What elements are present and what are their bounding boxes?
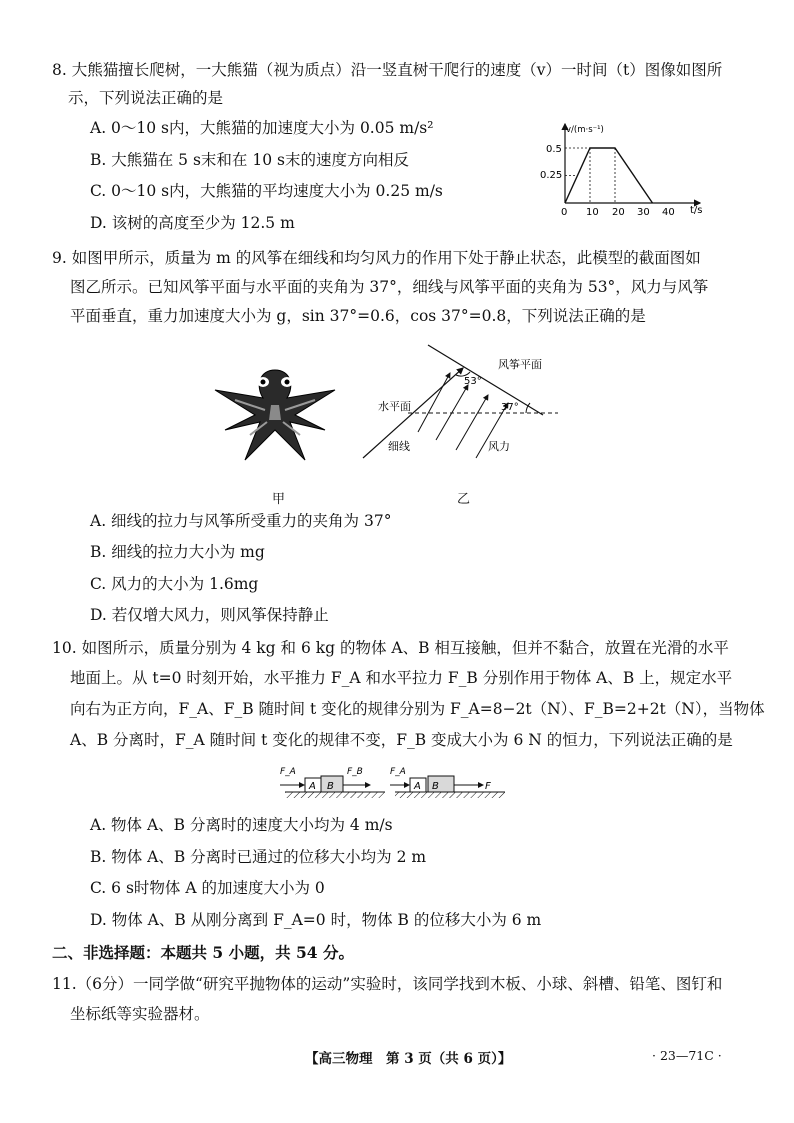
graph-ylabel: v/(m·s⁻¹) (566, 125, 604, 135)
string-line (363, 368, 463, 458)
q11-stem-line2: 坐标纸等实验器材。 (70, 1005, 210, 1023)
graph-xtick-10: 10 (586, 207, 599, 218)
graph-ytick-025: 0.25 (540, 170, 563, 181)
q9-option-d: D. 若仅增大风力，则风筝保持静止 (90, 606, 329, 624)
q8-option-a: A. 0～10 s内，大熊猫的加速度大小为 0.05 m/s² (90, 119, 434, 137)
q10-stem-line1: 10. 如图所示，质量分别为 4 kg 和 6 kg 的物体 A、B 相互接触，但并不黏合，放置在光滑的水平 (52, 639, 729, 657)
kite-plane-line (428, 345, 543, 415)
q10-option-d: D. 物体 A、B 从刚分离到 F_A=0 时，物体 B 的位移大小为 6 m (90, 911, 542, 929)
q9-option-c: C. 风力的大小为 1.6mg (90, 575, 259, 593)
label-angle-37: 37° (501, 402, 519, 413)
q8-vt-graph (530, 118, 710, 218)
fig-label-jia: 甲 (272, 492, 286, 507)
q9-option-a: A. 细线的拉力与风筝所受重力的夹角为 37° (90, 512, 392, 530)
label-kite-plane: 风筝平面 (498, 358, 542, 371)
graph-xtick-20: 20 (612, 207, 625, 218)
q11-stem-line1: 11.（6分）一同学做“研究平抛物体的运动”实验时，该同学找到木板、小球、斜槽、铅笔、图钉和 (52, 975, 723, 993)
vt-line (565, 148, 653, 203)
q9-stem-line2: 图乙所示。已知风筝平面与水平面的夹角为 37°，细线与风筝平面的夹角为 53°，风力与风筝 (70, 278, 709, 296)
label-wind: 风力 (488, 440, 510, 453)
kite-illustration (205, 360, 345, 470)
graph-xtick-40: 40 (662, 207, 675, 218)
q9-stem-line3: 平面垂直，重力加速度大小为 g，sin 37°=0.6，cos 37°=0.8，下列说法正确的是 (70, 307, 646, 325)
graph-ytick-05: 0.5 (546, 144, 562, 155)
label-string: 细线 (388, 440, 410, 453)
q9-stem-line1: 9. 如图甲所示，质量为 m 的风筝在细线和均匀风力的作用下处于静止状态，此模型的截面图如 (52, 249, 701, 267)
q10-option-b: B. 物体 A、B 分离时已通过的位移大小均为 2 m (90, 848, 427, 866)
q10-stem-line3: 向右为正方向，F_A、F_B 随时间 t 变化的规律分别为 F_A=8−2t（N）、F_B=2+2t（N），当物体 (70, 700, 765, 718)
label-fa-right: F_A (390, 767, 406, 777)
blocks-figure (275, 760, 515, 805)
q8-option-b: B. 大熊猫在 5 s末和在 10 s末的速度方向相反 (90, 151, 409, 169)
q8-stem-line1: 8. 大熊猫擅长爬树，一大熊猫（视为质点）沿一竖直树干爬行的速度（v）一时间（t）图像如图所 (52, 61, 723, 79)
block-a-left: A (309, 781, 316, 792)
label-fa-left: F_A (280, 767, 296, 777)
block-b-left: B (327, 781, 334, 792)
q8-option-d: D. 该树的高度至少为 12.5 m (90, 214, 295, 232)
q9-option-b: B. 细线的拉力大小为 mg (90, 543, 265, 561)
q8-option-c: C. 0～10 s内，大熊猫的平均速度大小为 0.25 m/s (90, 182, 443, 200)
footer-code: · 23—71C · (652, 1048, 722, 1063)
q10-option-a: A. 物体 A、B 分离时的速度大小均为 4 m/s (90, 816, 393, 834)
graph-xlabel: t/s (690, 205, 703, 216)
block-b-right: B (432, 781, 439, 792)
kite-section-diagram (358, 340, 588, 470)
label-angle-53: 53° (464, 376, 482, 387)
footer-page-info: 【高三物理 第 3 页（共 6 页）】 (305, 1051, 512, 1067)
section-2-heading: 二、非选择题：本题共 5 小题，共 54 分。 (52, 943, 354, 962)
q10-option-c: C. 6 s时物体 A 的加速度大小为 0 (90, 879, 325, 897)
q10-stem-line2: 地面上。从 t=0 时刻开始，水平推力 F_A 和水平拉力 F_B 分别作用于物体 A、B 上，规定水平 (70, 669, 733, 687)
graph-xtick-30: 30 (637, 207, 650, 218)
label-horizontal: 水平面 (378, 400, 411, 413)
fig-label-yi: 乙 (457, 492, 471, 507)
q8-stem-line2: 示，下列说法正确的是 (68, 89, 224, 107)
graph-xtick-0: 0 (561, 207, 568, 218)
label-fb-left: F_B (347, 767, 363, 777)
q10-stem-line4: A、B 分离时，F_A 随时间 t 变化的规律不变，F_B 变成大小为 6 N 的恒力，下列说法正确的是 (70, 731, 733, 749)
block-a-right: A (414, 781, 421, 792)
label-f-right: F (485, 781, 491, 792)
